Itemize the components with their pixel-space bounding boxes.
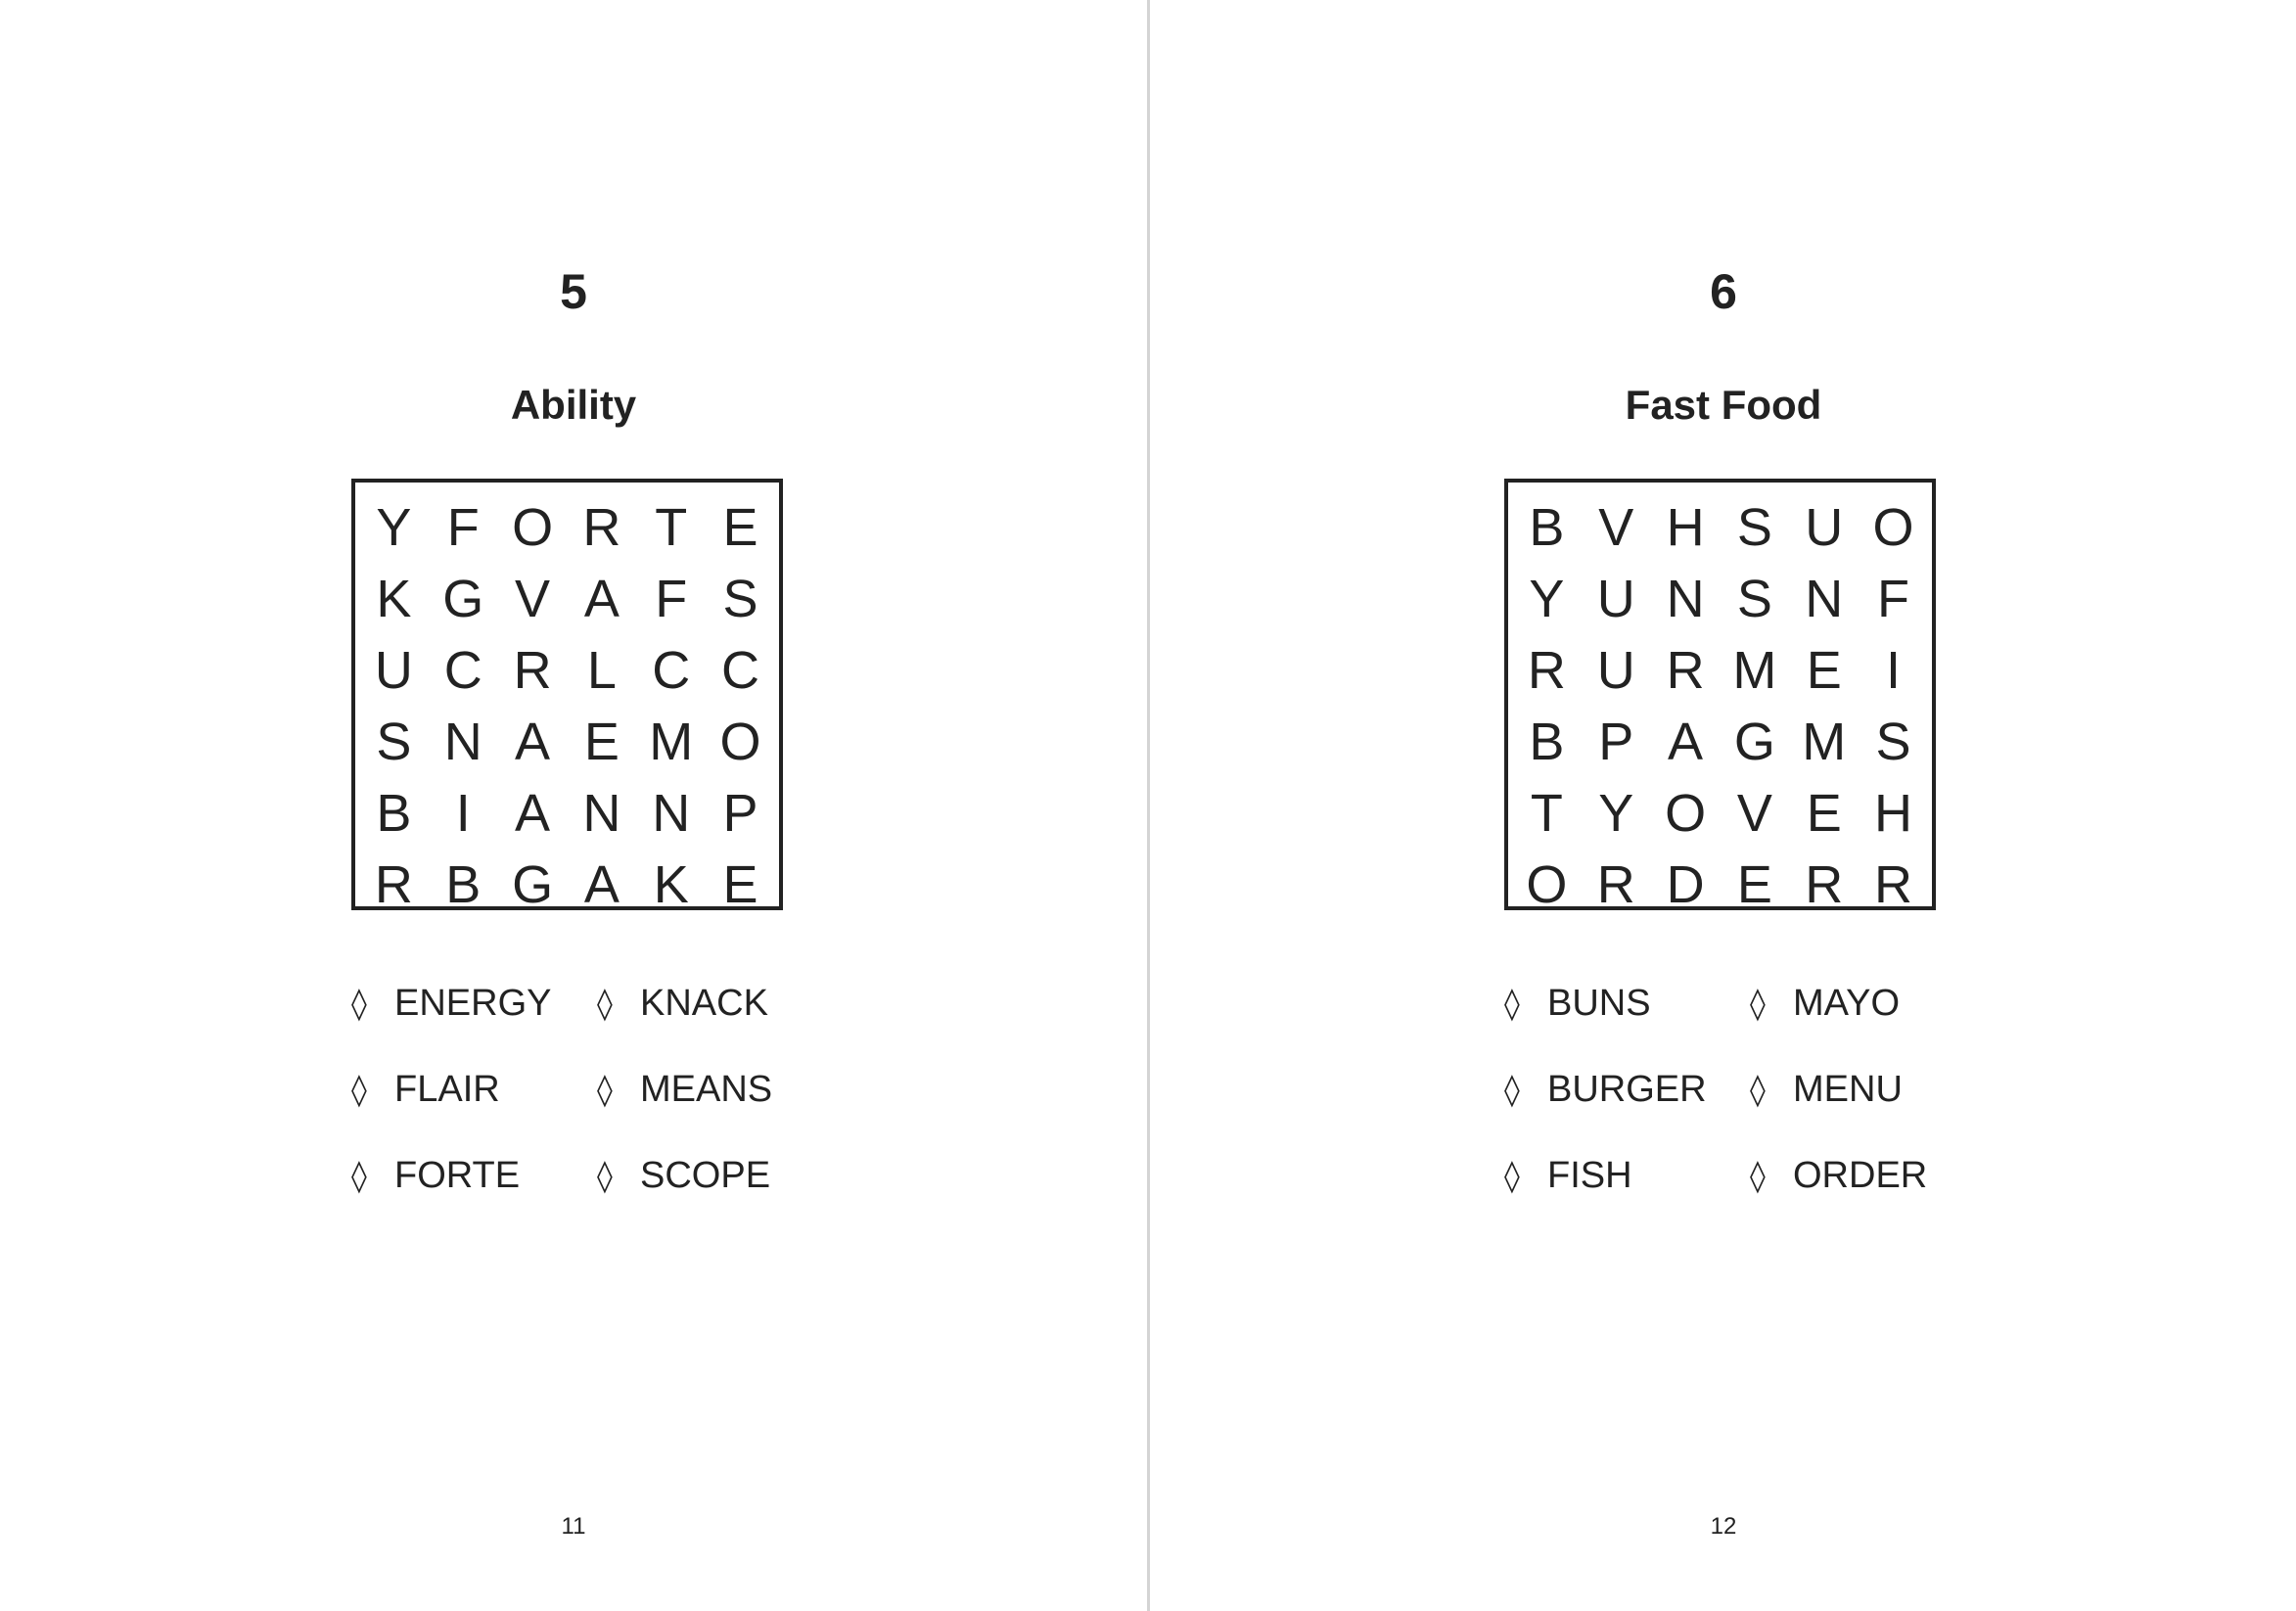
grid-row: [359, 635, 775, 707]
grid-cell: U: [1596, 641, 1635, 700]
puzzle-title: Fast Food: [1625, 382, 1822, 428]
diamond-bullet-icon: ◊: [1504, 1157, 1520, 1194]
word-label: ORDER: [1793, 1155, 1928, 1196]
word-list-item: [1504, 974, 1651, 1033]
grid-cell: A: [515, 784, 551, 843]
word-label: MENU: [1793, 1069, 1903, 1110]
grid-cell: M: [649, 713, 694, 771]
grid-row: [1512, 635, 1928, 707]
grid-cell: A: [1668, 713, 1704, 771]
grid-cell: R: [1666, 641, 1705, 700]
grid-cell: M: [1802, 713, 1847, 771]
grid-cell: R: [582, 498, 621, 557]
word-label: FISH: [1547, 1155, 1632, 1196]
grid-cell: E: [1806, 784, 1842, 843]
grid-cell: E: [722, 855, 758, 914]
diamond-bullet-icon: ◊: [1750, 1071, 1766, 1108]
diamond-bullet-icon: ◊: [351, 985, 367, 1022]
grid-cell: V: [1736, 784, 1772, 843]
grid-cell: L: [586, 641, 617, 700]
word-list-item: [1750, 1146, 1927, 1205]
word-label: MEANS: [640, 1069, 773, 1110]
grid-cell: C: [652, 641, 691, 700]
grid-row: [1512, 564, 1928, 635]
grid-cell: O: [719, 713, 761, 771]
grid-cell: B: [445, 855, 482, 914]
grid-cell: B: [1529, 498, 1565, 557]
grid-cell: R: [513, 641, 552, 700]
puzzle-title: Ability: [510, 382, 637, 428]
word-search-grid: [351, 479, 783, 914]
grid-cell: E: [583, 713, 620, 771]
word-list-item: [351, 974, 551, 1033]
grid-cell: S: [1875, 713, 1911, 771]
grid-cell: I: [455, 784, 471, 843]
left-page: [0, 0, 1147, 1611]
grid-cell: C: [721, 641, 760, 700]
grid-cell: Y: [376, 498, 412, 557]
diamond-bullet-icon: ◊: [351, 1157, 367, 1194]
grid-cell: T: [1530, 784, 1563, 843]
grid-cell: R: [1874, 855, 1913, 914]
grid-cell: N: [1666, 570, 1705, 628]
grid-cell: U: [374, 641, 413, 700]
grid-cell: D: [1666, 855, 1705, 914]
grid-cell: F: [1877, 570, 1910, 628]
grid-cell: V: [515, 570, 551, 628]
grid-cell: S: [1736, 570, 1772, 628]
grid-cell: A: [515, 713, 551, 771]
grid-cell: N: [443, 713, 482, 771]
grid-cell: F: [655, 570, 688, 628]
grid-cell: S: [376, 713, 412, 771]
grid-cell: E: [1736, 855, 1772, 914]
word-list-item: [1504, 1060, 1707, 1119]
grid-cell: R: [374, 855, 413, 914]
grid-cell: I: [1886, 641, 1902, 700]
word-label: BURGER: [1547, 1069, 1707, 1110]
word-label: KNACK: [640, 983, 768, 1024]
diamond-bullet-icon: ◊: [1504, 1071, 1520, 1108]
grid-cell: Y: [1529, 570, 1565, 628]
grid-cell: M: [1732, 641, 1777, 700]
word-list-item: [1750, 1060, 1903, 1119]
grid-cell: G: [512, 855, 554, 914]
right-page: [1150, 0, 2296, 1611]
grid-cell: R: [1805, 855, 1844, 914]
grid-cell: E: [1806, 641, 1842, 700]
grid-cell: E: [722, 498, 758, 557]
grid-row: [1512, 778, 1928, 850]
grid-cell: R: [1527, 641, 1566, 700]
grid-cell: T: [655, 498, 688, 557]
word-search-grid: [1504, 479, 1936, 914]
grid-cell: O: [1526, 855, 1568, 914]
grid-row: [1512, 850, 1928, 921]
diamond-bullet-icon: ◊: [597, 985, 613, 1022]
grid-cell: Y: [1598, 784, 1634, 843]
grid-cell: U: [1805, 498, 1844, 557]
grid-cell: B: [1529, 713, 1565, 771]
page-number: 12: [1710, 1513, 1737, 1540]
puzzle-number: 5: [560, 264, 587, 319]
word-label: FLAIR: [394, 1069, 500, 1110]
grid-cell: V: [1598, 498, 1634, 557]
grid-cell: B: [376, 784, 412, 843]
word-list-item: [1504, 1146, 1632, 1205]
word-list-item: [351, 1146, 520, 1205]
grid-row: [1512, 707, 1928, 778]
grid-cell: G: [442, 570, 484, 628]
grid-row: [359, 778, 775, 850]
diamond-bullet-icon: ◊: [597, 1071, 613, 1108]
grid-cell: O: [512, 498, 554, 557]
word-label: FORTE: [394, 1155, 521, 1196]
page-number: 11: [561, 1513, 586, 1540]
grid-row: [359, 707, 775, 778]
grid-cell: O: [1665, 784, 1707, 843]
grid-cell: G: [1733, 713, 1775, 771]
word-list-item: [351, 1060, 500, 1119]
grid-row: [1512, 492, 1928, 564]
grid-cell: K: [653, 855, 689, 914]
grid-cell: S: [722, 570, 758, 628]
grid-cell: P: [1598, 713, 1634, 771]
grid-cell: U: [1596, 570, 1635, 628]
grid-row: [359, 850, 775, 921]
grid-cell: H: [1874, 784, 1913, 843]
grid-cell: H: [1666, 498, 1705, 557]
grid-cell: K: [376, 570, 412, 628]
grid-cell: N: [1805, 570, 1844, 628]
word-label: MAYO: [1793, 983, 1901, 1024]
grid-cell: S: [1736, 498, 1772, 557]
diamond-bullet-icon: ◊: [1750, 1157, 1766, 1194]
grid-cell: N: [582, 784, 621, 843]
grid-cell: R: [1596, 855, 1635, 914]
grid-cell: N: [652, 784, 691, 843]
word-label: SCOPE: [640, 1155, 771, 1196]
word-list-item: [597, 1060, 772, 1119]
grid-cell: P: [722, 784, 758, 843]
word-label: ENERGY: [394, 983, 552, 1024]
diamond-bullet-icon: ◊: [597, 1157, 613, 1194]
diamond-bullet-icon: ◊: [1750, 985, 1766, 1022]
word-list-item: [1750, 974, 1900, 1033]
grid-cell: F: [446, 498, 480, 557]
word-label: BUNS: [1547, 983, 1651, 1024]
grid-cell: A: [583, 570, 620, 628]
diamond-bullet-icon: ◊: [351, 1071, 367, 1108]
word-list-item: [597, 974, 768, 1033]
grid-cell: A: [583, 855, 620, 914]
word-list-item: [597, 1146, 770, 1205]
grid-row: [359, 492, 775, 564]
grid-row: [359, 564, 775, 635]
diamond-bullet-icon: ◊: [1504, 985, 1520, 1022]
grid-cell: C: [443, 641, 482, 700]
puzzle-number: 6: [1710, 264, 1737, 319]
grid-cell: O: [1872, 498, 1914, 557]
